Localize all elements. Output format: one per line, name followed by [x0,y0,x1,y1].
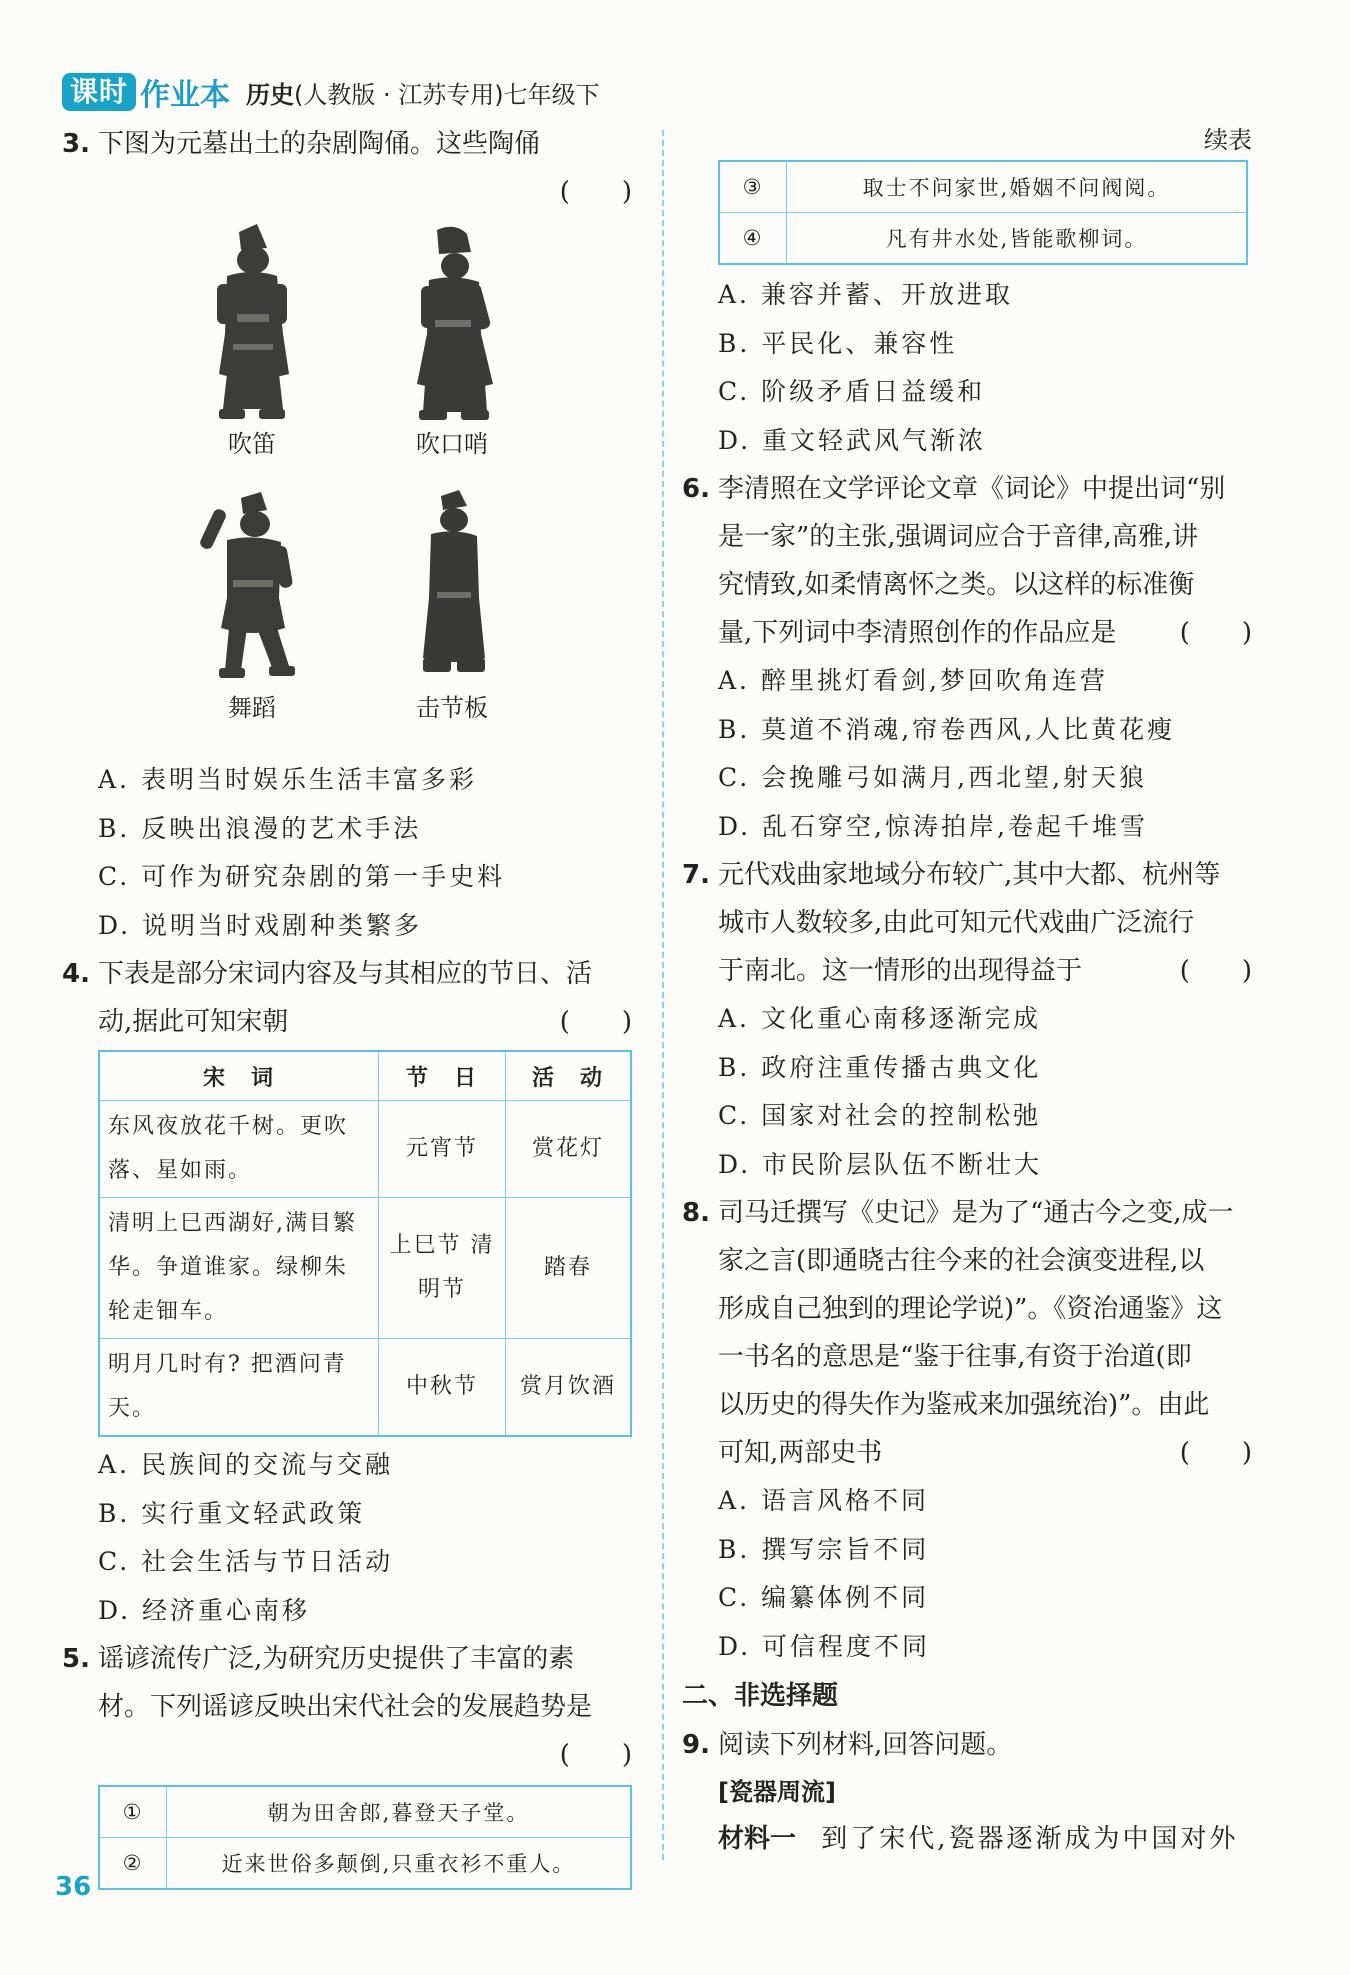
question-text: 量,下列词中李清照创作的作品应是 [718,618,1117,648]
ci-cell: 清明上巳西湖好,满目繁华。争道谁家。绿柳朱轮走钿车。 [99,1198,379,1339]
answer-bracket[interactable]: ( ) [1179,956,1252,986]
question-8 [682,1189,1252,1237]
material-label: 材料一 [718,1824,797,1854]
question-text: 司马迁撰写《史记》是为了“通古今之变,成一 [718,1198,1234,1228]
question-7-last [682,947,1252,995]
figure-dance [187,488,317,723]
table-row [99,1339,631,1437]
column-divider [662,130,664,1860]
question-4-cont [62,998,632,1046]
header-festival: 节 日 [379,1051,506,1101]
table-row [99,1101,631,1198]
answer-row [62,168,632,216]
question-number: 3. [62,129,90,159]
question-text: 元代戏曲家地域分布较广,其中大都、杭州等 [718,860,1221,890]
page-number: 36 [55,1872,92,1902]
question-5-cont [62,1683,632,1731]
answer-row [62,1731,632,1779]
material-text: 到了宋代,瓷器逐渐成为中国对外 [821,1824,1239,1854]
question-number: 4. [62,959,90,989]
ballad-table-continued [718,160,1248,265]
q6-option-d[interactable]: D. 乱石穿空,惊涛拍岸,卷起千堆雪 [718,811,1148,841]
figurine-image [197,224,307,424]
question-text-line: 家之言(即通晓古往今来的社会演变进程,以 [718,1246,1205,1276]
q7-option-c[interactable]: C. 国家对社会的控制松弛 [718,1101,1042,1130]
ballad-text: 取士不问家世,婚姻不问阀阅。 [787,161,1248,213]
q4-option-a[interactable]: A. 民族间的交流与交融 [98,1450,393,1479]
q6-option-c[interactable]: C. 会挽雕弓如满月,西北望,射天狼 [718,763,1148,792]
figurine-image [397,488,507,688]
q7-option-a[interactable]: A. 文化重心南移逐渐完成 [718,1004,1041,1033]
ballad-text: 朝为田舍郎,暮登天子堂。 [167,1786,632,1838]
answer-bracket[interactable]: ( ) [1179,618,1252,648]
q4-option-c[interactable]: C. 社会生活与节日活动 [98,1547,394,1576]
edition: (人教版 · 江苏专用)七年级下 [294,80,600,109]
q4-option-d[interactable]: D. 经济重心南移 [98,1595,311,1625]
question-text: 材。下列谣谚反映出宋代社会的发展趋势是 [98,1692,593,1722]
q3-option-d[interactable]: D. 说明当时戏剧种类繁多 [98,910,423,940]
table-row [99,1198,631,1339]
q8-option-b[interactable]: B. 撰写宗旨不同 [718,1534,930,1564]
page-header [62,72,600,112]
header-ci: 宋 词 [99,1051,379,1101]
question-number: 9. [682,1730,710,1760]
brand-logo [62,70,230,114]
answer-bracket[interactable]: ( ) [559,177,632,207]
logo-text: 作业本 [140,78,231,113]
figure-caption: 舞蹈 [228,694,276,722]
q5-option-d[interactable]: D. 重文轻武风气渐浓 [718,425,987,455]
material-one [682,1815,1252,1863]
answer-bracket[interactable]: ( ) [559,1740,632,1770]
q3-option-a[interactable]: A. 表明当时娱乐生活丰富多彩 [98,765,477,794]
figure-flute [187,224,317,459]
ci-cell: 明月几时有? 把酒问青天。 [99,1339,379,1437]
question-text-line: 形成自己独到的理论学说)”。《资治通鉴》这 [718,1294,1223,1324]
ballad-table [98,1785,632,1890]
ballad-text: 近来世俗多颠倒,只重衣衫不重人。 [167,1838,632,1890]
question-text-line: 是一家”的主张,强调词应合于音律,高雅,讲 [718,522,1199,552]
question-4 [62,950,632,998]
festival-cell: 中秋节 [379,1339,506,1437]
question-number: 8. [682,1198,710,1228]
question-text: 阅读下列材料,回答问题。 [718,1730,1013,1760]
activity-cell: 赏月饮酒 [506,1339,632,1437]
festival-cell: 上巳节 清明节 [379,1198,506,1339]
figure-caption: 吹口哨 [416,430,488,458]
songci-table [98,1050,632,1437]
material-topic: [瓷器周流] [718,1778,836,1806]
figure-caption: 吹笛 [228,430,276,458]
table-row [719,213,1247,265]
figurine-image [197,488,307,688]
q5-option-b[interactable]: B. 平民化、兼容性 [718,328,958,358]
table-row [99,1838,631,1890]
q5-option-c[interactable]: C. 阶级矛盾日益缓和 [718,377,986,406]
continued-label: 续表 [1204,126,1252,154]
q6-option-b[interactable]: B. 莫道不消魂,帘卷西风,人比黄花瘦 [718,714,1176,744]
section-heading: 二、非选择题 [682,1681,839,1711]
question-number: 6. [682,474,710,504]
right-column [682,120,1252,1863]
answer-bracket[interactable]: ( ) [559,1007,632,1037]
question-6 [682,465,1252,513]
question-text-line: 究情致,如柔情离怀之类。以这样的标准衡 [718,570,1195,600]
figurine-figures [62,216,632,756]
ballad-number: ③ [719,161,787,213]
question-8-last [682,1429,1252,1477]
ci-cell: 东风夜放花千树。更吹落、星如雨。 [99,1101,379,1198]
q7-option-b[interactable]: B. 政府注重传播古典文化 [718,1052,1042,1082]
figure-clapper [387,488,517,723]
activity-cell: 踏春 [506,1198,632,1339]
q3-option-b[interactable]: B. 反映出浪漫的艺术手法 [98,813,422,843]
question-text: 动,据此可知宋朝 [98,1007,289,1037]
question-3 [62,120,632,168]
answer-bracket[interactable]: ( ) [1179,1438,1252,1468]
question-text-line: 以历史的得失作为鉴戒来加强统治)”。由此 [718,1390,1210,1420]
question-text: 可知,两部史书 [718,1438,883,1468]
q3-option-c[interactable]: C. 可作为研究杂剧的第一手史料 [98,862,506,891]
q8-option-d[interactable]: D. 可信程度不同 [718,1631,931,1661]
question-text: 下表是部分宋词内容及与其相应的节日、活 [98,959,593,989]
table-row [99,1786,631,1838]
question-7 [682,851,1252,899]
question-text: 李清照在文学评论文章《词论》中提出词“别 [718,474,1226,504]
figure-whistle [387,224,517,459]
ballad-number: ① [99,1786,167,1838]
question-number: 5. [62,1644,90,1674]
q7-option-d[interactable]: D. 市民阶层队伍不断壮大 [718,1149,1043,1179]
left-column [62,120,632,1890]
activity-cell: 赏花灯 [506,1101,632,1198]
header-activity: 活 动 [506,1051,632,1101]
subject-label [246,75,600,110]
q6-option-a[interactable]: A. 醉里挑灯看剑,梦回吹角连营 [718,666,1108,695]
ballad-number: ④ [719,213,787,265]
table-row [719,161,1247,213]
question-number: 7. [682,860,710,890]
question-5 [62,1635,632,1683]
q8-option-c[interactable]: C. 编纂体例不同 [718,1583,930,1612]
q4-option-b[interactable]: B. 实行重文轻武政策 [98,1498,366,1528]
figurine-image [397,224,507,424]
logo-mark: 课时 [62,73,136,111]
q5-option-a[interactable]: A. 兼容并蓄、开放进取 [718,280,1013,309]
question-6-last [682,609,1252,657]
figure-caption: 击节板 [416,694,488,722]
question-text-line: 一书名的意思是“鉴于往事,有资于治道(即 [718,1342,1192,1372]
question-text: 于南北。这一情形的出现得益于 [718,956,1083,986]
question-text: 下图为元墓出土的杂剧陶俑。这些陶俑 [98,129,541,159]
ballad-number: ② [99,1838,167,1890]
question-text: 谣谚流传广泛,为研究历史提供了丰富的素 [98,1644,575,1674]
question-text-line: 城市人数较多,由此可知元代戏曲广泛流行 [718,908,1195,938]
question-9 [682,1721,1252,1769]
q8-option-a[interactable]: A. 语言风格不同 [718,1486,929,1515]
table-header-row [99,1051,631,1101]
ballad-text: 凡有井水处,皆能歌柳词。 [787,213,1248,265]
subject-name: 历史 [246,80,295,109]
festival-cell: 元宵节 [379,1101,506,1198]
